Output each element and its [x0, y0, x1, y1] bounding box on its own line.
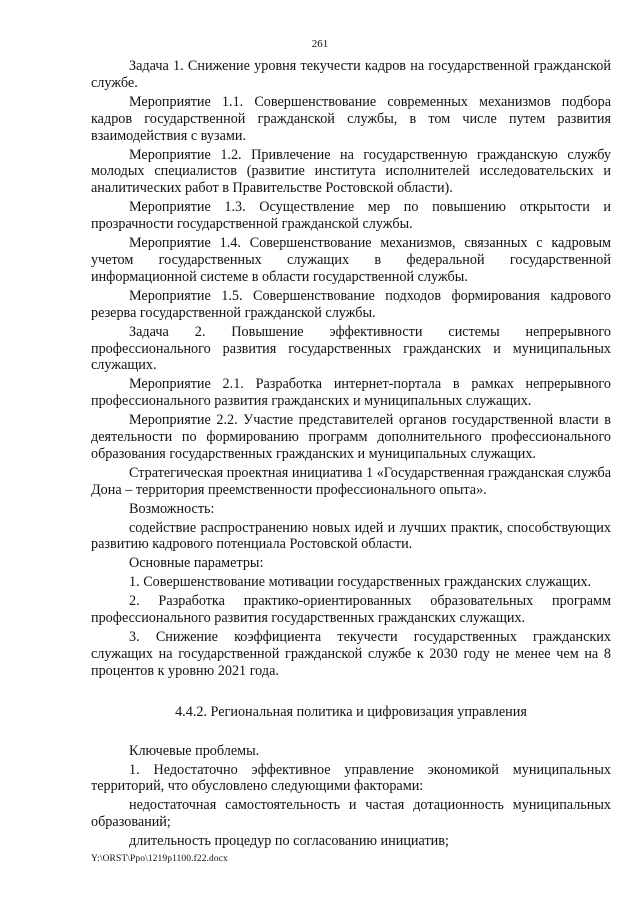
- paragraph-strategic-initiative-1: Стратегическая проектная инициатива 1 «Государственная гражданская служба Дона – территория преемственности профессионального опыта».: [91, 464, 611, 498]
- paragraph-task-1: Задача 1. Снижение уровня текучести кадров на государственной гражданской службе.: [91, 58, 611, 91]
- page-number: 261: [311, 38, 329, 50]
- footer-file-path: Y:\ORST\Ppo\1219p1100.f22.docx: [91, 854, 228, 864]
- paragraph-measure-1-5: Мероприятие 1.5. Совершенствование подходов формирования кадрового резерва государственной гражданской службы.: [91, 287, 611, 321]
- paragraph-task-2: Задача 2. Повышение эффективности системы непрерывного профессионального развития государственных гражданских и муниципальных служащих.: [91, 323, 611, 374]
- paragraph-measure-1-3: Мероприятие 1.3. Осуществление мер по повышению открытости и прозрачности государственной гражданской службы.: [91, 199, 611, 233]
- paragraph-key-problems-label: Ключевые проблемы.: [129, 742, 260, 759]
- paragraph-measure-1-2: Мероприятие 1.2. Привлечение на государственную гражданскую службу молодых специалистов (развитие института исполнителей исследовательских и аналитических работ в Правительстве Ростовской области).: [91, 146, 611, 197]
- paragraph-factor-1: недостаточная самостоятельность и частая дотационность муниципальных образований;: [91, 797, 611, 831]
- paragraph-parameter-1: 1. Совершенствование мотивации государственных гражданских служащих.: [129, 574, 592, 591]
- paragraph-measure-2-2: Мероприятие 2.2. Участие представителей органов государственной власти в деятельности по формированию программ дополнительного профессионального образования государственных гражданских и муниципальных служащих.: [91, 412, 611, 462]
- paragraph-measure-1-4: Мероприятие 1.4. Совершенствование механизмов, связанных с кадровым учетом государственных служащих в федеральной государственной информационной системе в области государственной службы.: [91, 235, 611, 285]
- paragraph-problem-1: 1. Недостаточно эффективное управление экономикой муниципальных территорий, что обусловлено следующими факторами:: [91, 761, 611, 795]
- paragraph-factor-2: длительность процедур по согласованию инициатив;: [129, 833, 449, 850]
- paragraph-parameter-3: 3. Снижение коэффициента текучести государственных гражданских служащих на государственной гражданской службе к 2030 году не менее чем на 8 процентов к уровню 2021 года.: [91, 629, 611, 679]
- paragraph-main-parameters-label: Основные параметры:: [129, 555, 264, 572]
- paragraph-opportunity-text: содействие распространению новых идей и лучших практик, способствующих развитию кадрового потенциала Ростовской области.: [91, 519, 611, 553]
- section-heading: 4.4.2. Региональная политика и цифровизация управления: [175, 703, 527, 720]
- paragraph-measure-1-1: Мероприятие 1.1. Совершенствование современных механизмов подбора кадров государственной гражданской службы, в том числе путем развития взаимодействия с вузами.: [91, 93, 611, 144]
- paragraph-measure-2-1: Мероприятие 2.1. Разработка интернет-портала в рамках непрерывного профессионального развития гражданских и муниципальных служащих.: [91, 376, 611, 410]
- paragraph-parameter-2: 2. Разработка практико-ориентированных образовательных программ профессионального развития государственных гражданских служащих.: [91, 593, 611, 627]
- document-body: [91, 58, 611, 850]
- paragraph-opportunity-label: Возможность:: [129, 500, 215, 517]
